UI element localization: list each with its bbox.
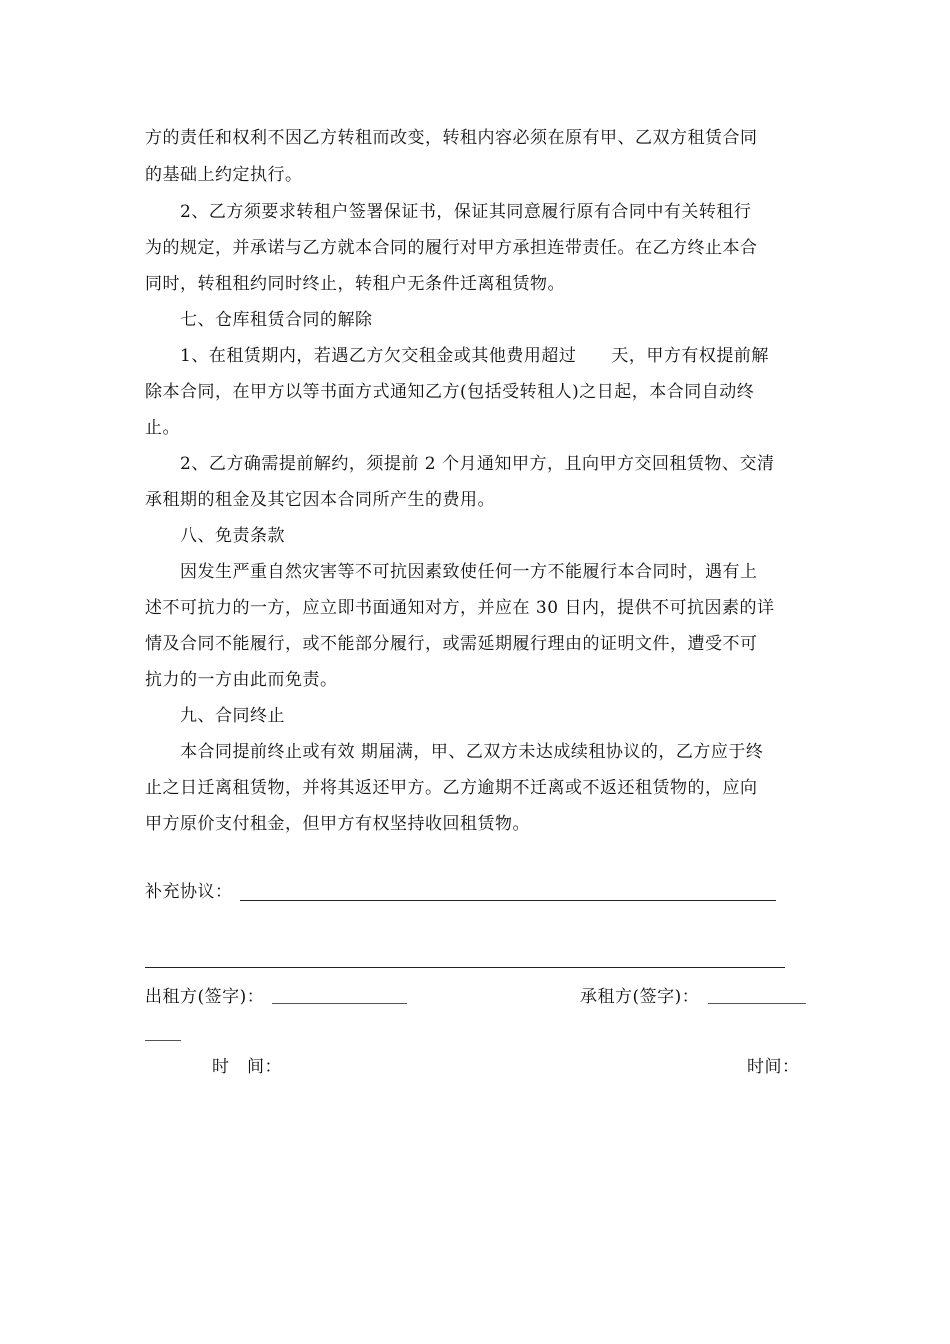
time-label-right: 时间：: [747, 1057, 800, 1077]
text-line: 除本合同，在甲方以等书面方式通知乙方(包括受转租人)之日起，本合同自动终: [145, 382, 755, 402]
text-line: 同时，转租租约同时终止，转租户无条件迁离租赁物。: [145, 274, 565, 294]
text-line: 甲方原价支付租金，但甲方有权坚持收回租赁物。: [145, 814, 530, 834]
text-line: 2、乙方须要求转租户签署保证书，保证其同意履行原有合同中有关转租行: [180, 202, 752, 222]
text-line: 的基础上约定执行。: [145, 165, 303, 185]
section-heading: 八、免责条款: [180, 526, 285, 546]
text-line: 本合同提前终止或有效 期届满，甲、乙双方未达成续租协议的，乙方应于终: [180, 742, 764, 762]
lessee-signature-blank: [708, 1003, 806, 1004]
lessee-signature-label: 承租方(签字)：: [580, 987, 700, 1007]
text-line: 述不可抗力的一方，应立即书面通知对方，并应在 30 日内，提供不可抗因素的详: [145, 598, 775, 618]
text-line: 抗力的一方由此而免责。: [145, 670, 338, 690]
lessee-signature-blank-continued: [145, 1040, 181, 1041]
text-line: 2、乙方确需提前解约，须提前 2 个月通知甲方，且向甲方交回租赁物、交清: [180, 454, 775, 474]
time-label-left: 时 间：: [212, 1057, 282, 1077]
text-line: 止。: [145, 418, 180, 438]
lessor-signature-blank: [272, 1003, 407, 1004]
text-line: 情及合同不能履行，或不能部分履行，或需延期履行理由的证明文件，遭受不可: [145, 634, 758, 654]
text-line: 承租期的租金及其它因本合同所产生的费用。: [145, 490, 495, 510]
section-heading: 九、合同终止: [180, 706, 285, 726]
text-line: 因发生严重自然灾害等不可抗因素致使任何一方不能履行本合同时，遇有上: [180, 562, 758, 582]
text-line: 方的责任和权利不因乙方转租而改变，转租内容必须在原有甲、乙双方租赁合同: [145, 128, 758, 148]
text-line: 止之日迁离租赁物，并将其返还甲方。乙方逾期不迁离或不返还租赁物的，应向: [145, 778, 758, 798]
text-line: 1、在租赁期内，若遇乙方欠交租金或其他费用超过 天，甲方有权提前解: [180, 346, 769, 366]
lessor-signature-label: 出租方(签字)：: [145, 987, 265, 1007]
supplement-blank-line-1: [240, 900, 776, 901]
text-line: 为的规定，并承诺与乙方就本合同的履行对甲方承担连带责任。在乙方终止本合: [145, 238, 758, 258]
section-heading: 七、仓库租赁合同的解除: [180, 310, 373, 330]
supplement-label: 补充协议：: [145, 882, 233, 902]
supplement-blank-line-2: [145, 967, 785, 968]
